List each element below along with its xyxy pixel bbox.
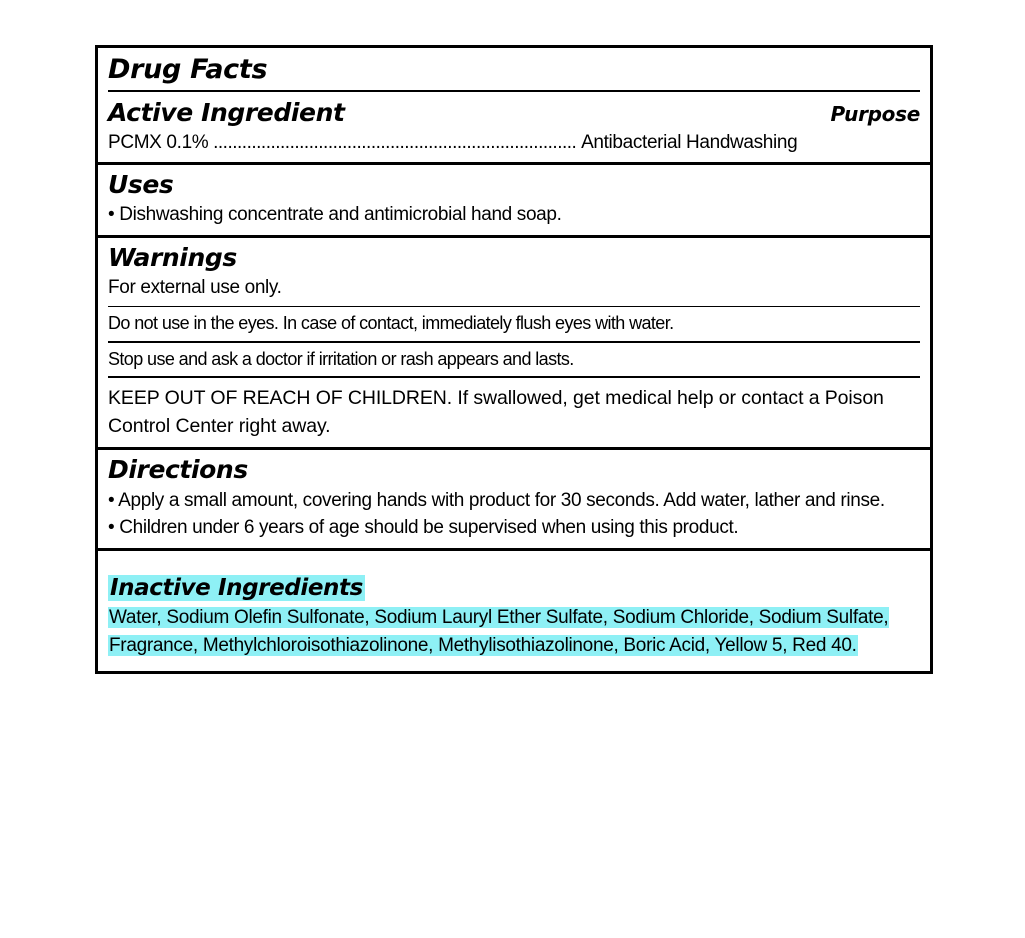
directions-item: • Children under 6 years of age should be supervised when using this product. [108, 516, 739, 538]
active-ingredient-line [108, 129, 920, 161]
warnings-keep-out-section [98, 378, 930, 448]
warnings-eyes-section [98, 307, 930, 341]
purpose-heading: Purpose [830, 102, 920, 127]
inactive-line-1: Water, Sodium Olefin Sulfonate, Sodium Lauryl Ether Sulfate, Sodium Chloride, Sodium Sulfate, [109, 607, 889, 629]
uses-section [98, 165, 930, 235]
directions-list [108, 486, 920, 548]
active-ingredient-section [98, 92, 930, 161]
drug-facts-title-section [98, 48, 930, 88]
warnings-stop-use: Stop use and ask a doctor if irritation or rash appears and lasts. [108, 348, 574, 369]
uses-list [108, 200, 920, 235]
page-title: Drug Facts [108, 54, 268, 85]
inactive-line-2: Fragrance, Methylchloroisothiazolinone, Methylisothiazolinone, Boric Acid, Yellow 5, Red 40. [109, 634, 857, 656]
active-ingredient-heading: Active Ingredient [108, 98, 345, 128]
spacer [108, 565, 920, 575]
warnings-eyes: Do not use in the eyes. In case of contact, immediately flush eyes with water. [108, 313, 674, 334]
inactive-ingredients-heading: Inactive Ingredients [110, 574, 363, 601]
warnings-section [98, 238, 930, 306]
drug-facts-panel [95, 45, 933, 674]
inactive-ingredients-text [108, 604, 920, 659]
leader-dots: ............................................................................ [208, 132, 582, 154]
warnings-keep-out: KEEP OUT OF REACH OF CHILDREN. If swallowed, get medical help or contact a Poison Control Center right away. [108, 386, 884, 438]
inactive-line-1-wrap [108, 607, 889, 628]
inactive-heading-wrap [108, 575, 920, 601]
inactive-ingredients-section [98, 551, 930, 672]
inactive-line-2-wrap [108, 635, 858, 656]
uses-item: • Dishwashing concentrate and antimicrobial hand soap. [108, 204, 562, 226]
directions-section [98, 450, 930, 547]
warnings-stop-use-section [98, 343, 930, 377]
warnings-heading: Warnings [108, 243, 237, 273]
active-ingredient-purpose: Antibacterial Handwashing [581, 132, 798, 154]
active-ingredient-name: PCMX 0.1% [108, 132, 209, 154]
inactive-ingredients-block [108, 551, 920, 672]
warnings-external-use: For external use only. [108, 276, 282, 298]
active-ingredient-heading-row [108, 92, 920, 129]
directions-heading: Directions [108, 455, 248, 485]
directions-item: • Apply a small amount, covering hands with product for 30 seconds. Add water, lather and rinse. [108, 489, 885, 511]
uses-heading: Uses [108, 169, 174, 199]
